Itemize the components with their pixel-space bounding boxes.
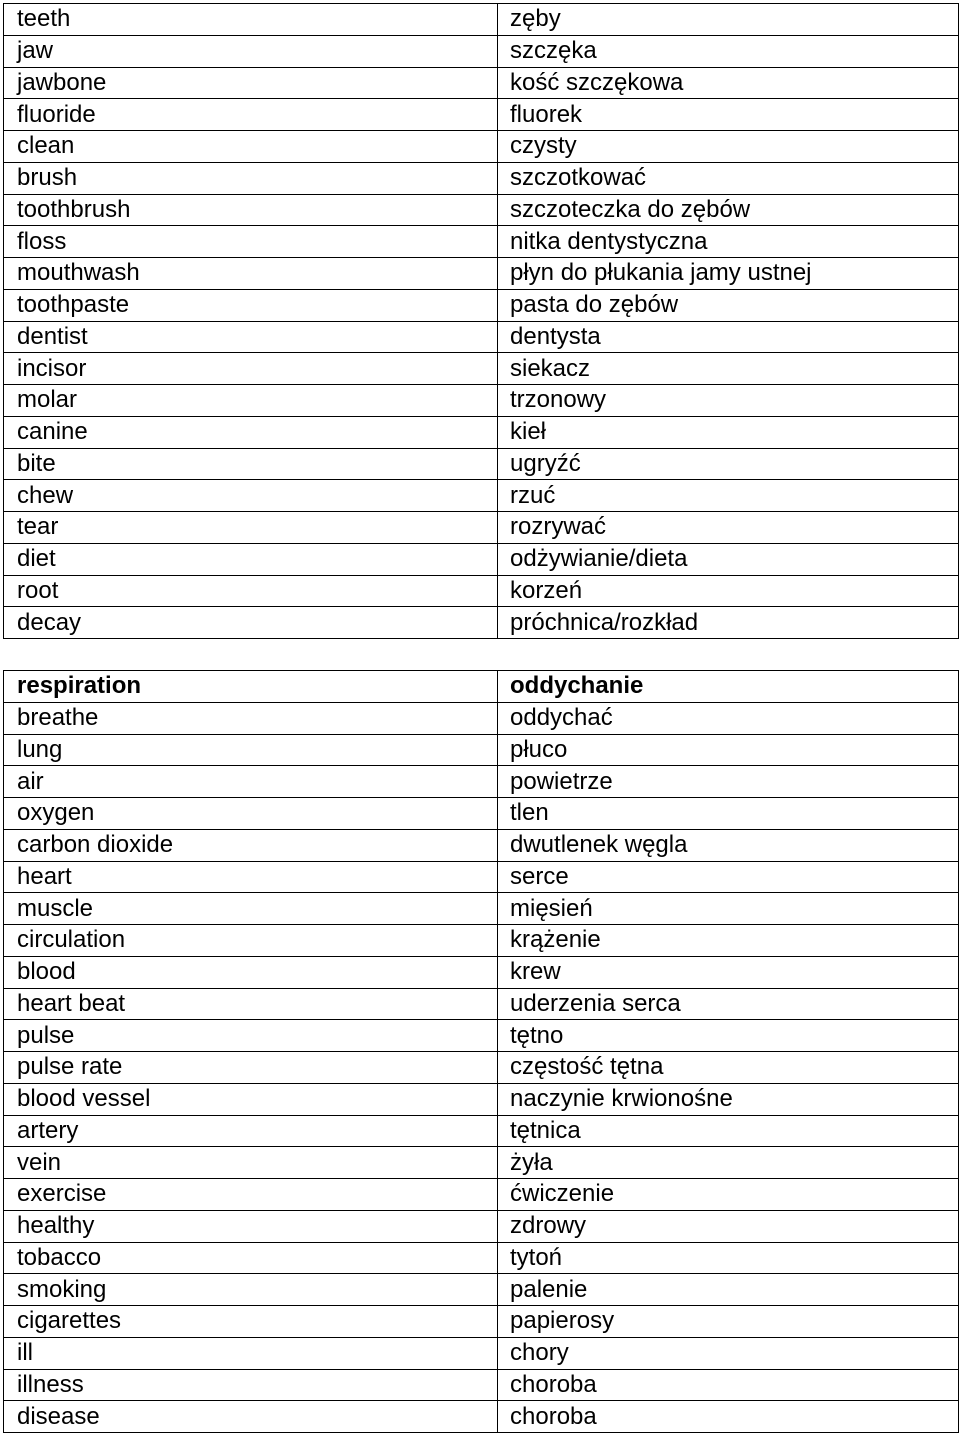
- polish-translation: zęby: [498, 4, 959, 36]
- polish-translation: szczotkować: [498, 162, 959, 194]
- vocabulary-table-teeth: [3, 3, 959, 639]
- vocab-row: [4, 1401, 959, 1433]
- table-body: [4, 671, 959, 1433]
- vocab-row: [4, 798, 959, 830]
- english-term: oxygen: [4, 798, 498, 830]
- polish-translation: mięsień: [498, 893, 959, 925]
- polish-translation: palenie: [498, 1274, 959, 1306]
- english-term: exercise: [4, 1179, 498, 1211]
- vocab-row: [4, 416, 959, 448]
- vocab-row: [4, 1274, 959, 1306]
- english-term: brush: [4, 162, 498, 194]
- english-term: fluoride: [4, 99, 498, 131]
- english-term: heart beat: [4, 988, 498, 1020]
- english-term: breathe: [4, 702, 498, 734]
- english-term: disease: [4, 1401, 498, 1433]
- vocab-row: [4, 829, 959, 861]
- vocab-row: [4, 1052, 959, 1084]
- vocab-row: [4, 353, 959, 385]
- polish-translation: ćwiczenie: [498, 1179, 959, 1211]
- english-term: chew: [4, 480, 498, 512]
- vocab-row: [4, 956, 959, 988]
- polish-translation: uderzenia serca: [498, 988, 959, 1020]
- english-term: carbon dioxide: [4, 829, 498, 861]
- english-term: teeth: [4, 4, 498, 36]
- polish-translation: kieł: [498, 416, 959, 448]
- polish-translation: pasta do zębów: [498, 289, 959, 321]
- polish-translation: choroba: [498, 1369, 959, 1401]
- vocab-row: [4, 861, 959, 893]
- vocab-row: [4, 1242, 959, 1274]
- vocab-row: [4, 1020, 959, 1052]
- polish-translation: dentysta: [498, 321, 959, 353]
- vocab-row: [4, 1337, 959, 1369]
- section-heading-polish: oddychanie: [498, 671, 959, 703]
- english-term: pulse rate: [4, 1052, 498, 1084]
- vocab-row: [4, 258, 959, 290]
- english-term: decay: [4, 607, 498, 639]
- polish-translation: rzuć: [498, 480, 959, 512]
- polish-translation: nitka dentystyczna: [498, 226, 959, 258]
- vocab-row: [4, 385, 959, 417]
- polish-translation: próchnica/rozkład: [498, 607, 959, 639]
- polish-translation: częstość tętna: [498, 1052, 959, 1084]
- vocab-row: [4, 925, 959, 957]
- polish-translation: krążenie: [498, 925, 959, 957]
- english-term: circulation: [4, 925, 498, 957]
- vocab-row: [4, 766, 959, 798]
- english-term: canine: [4, 416, 498, 448]
- polish-translation: zdrowy: [498, 1210, 959, 1242]
- polish-translation: korzeń: [498, 575, 959, 607]
- english-term: root: [4, 575, 498, 607]
- polish-translation: płuco: [498, 734, 959, 766]
- english-term: jaw: [4, 35, 498, 67]
- vocab-row: [4, 543, 959, 575]
- vocab-row: [4, 321, 959, 353]
- english-term: ill: [4, 1337, 498, 1369]
- vocab-row: [4, 1369, 959, 1401]
- english-term: vein: [4, 1147, 498, 1179]
- english-term: healthy: [4, 1210, 498, 1242]
- english-term: blood vessel: [4, 1083, 498, 1115]
- english-term: diet: [4, 543, 498, 575]
- english-term: mouthwash: [4, 258, 498, 290]
- vocab-row: [4, 1179, 959, 1211]
- vocab-row: [4, 162, 959, 194]
- polish-translation: płyn do płukania jamy ustnej: [498, 258, 959, 290]
- polish-translation: szczęka: [498, 35, 959, 67]
- vocab-row: [4, 99, 959, 131]
- english-term: toothbrush: [4, 194, 498, 226]
- polish-translation: trzonowy: [498, 385, 959, 417]
- english-term: jawbone: [4, 67, 498, 99]
- vocab-row: [4, 512, 959, 544]
- english-term: smoking: [4, 1274, 498, 1306]
- polish-translation: czysty: [498, 131, 959, 163]
- vocab-row: [4, 1147, 959, 1179]
- vocab-row: [4, 575, 959, 607]
- polish-translation: odżywianie/dieta: [498, 543, 959, 575]
- vocab-row: [4, 289, 959, 321]
- vocab-row: [4, 702, 959, 734]
- vocab-row: [4, 1210, 959, 1242]
- english-term: bite: [4, 448, 498, 480]
- polish-translation: dwutlenek węgla: [498, 829, 959, 861]
- polish-translation: ugryźć: [498, 448, 959, 480]
- polish-translation: tytoń: [498, 1242, 959, 1274]
- vocab-row: [4, 226, 959, 258]
- vocab-row: [4, 1306, 959, 1338]
- english-term: heart: [4, 861, 498, 893]
- vocab-row: [4, 4, 959, 36]
- vocab-row: [4, 893, 959, 925]
- polish-translation: fluorek: [498, 99, 959, 131]
- polish-translation: chory: [498, 1337, 959, 1369]
- vocab-row: [4, 734, 959, 766]
- vocab-row: [4, 1115, 959, 1147]
- english-term: tear: [4, 512, 498, 544]
- vocab-row: [4, 607, 959, 639]
- polish-translation: papierosy: [498, 1306, 959, 1338]
- vocabulary-table-respiration: [3, 670, 959, 1433]
- english-term: muscle: [4, 893, 498, 925]
- polish-translation: powietrze: [498, 766, 959, 798]
- polish-translation: szczoteczka do zębów: [498, 194, 959, 226]
- polish-translation: tętno: [498, 1020, 959, 1052]
- english-term: incisor: [4, 353, 498, 385]
- table-body: [4, 4, 959, 639]
- vocab-row: [4, 480, 959, 512]
- polish-translation: tlen: [498, 798, 959, 830]
- polish-translation: kość szczękowa: [498, 67, 959, 99]
- english-term: cigarettes: [4, 1306, 498, 1338]
- english-term: pulse: [4, 1020, 498, 1052]
- polish-translation: rozrywać: [498, 512, 959, 544]
- english-term: air: [4, 766, 498, 798]
- polish-translation: serce: [498, 861, 959, 893]
- polish-translation: choroba: [498, 1401, 959, 1433]
- section-heading-english: respiration: [4, 671, 498, 703]
- polish-translation: krew: [498, 956, 959, 988]
- polish-translation: siekacz: [498, 353, 959, 385]
- english-term: tobacco: [4, 1242, 498, 1274]
- vocab-row: [4, 988, 959, 1020]
- english-term: illness: [4, 1369, 498, 1401]
- polish-translation: żyła: [498, 1147, 959, 1179]
- vocab-row: [4, 131, 959, 163]
- english-term: floss: [4, 226, 498, 258]
- vocab-row: [4, 1083, 959, 1115]
- english-term: artery: [4, 1115, 498, 1147]
- english-term: clean: [4, 131, 498, 163]
- vocab-row: [4, 67, 959, 99]
- english-term: dentist: [4, 321, 498, 353]
- english-term: molar: [4, 385, 498, 417]
- polish-translation: tętnica: [498, 1115, 959, 1147]
- polish-translation: oddychać: [498, 702, 959, 734]
- english-term: toothpaste: [4, 289, 498, 321]
- vocab-row: [4, 194, 959, 226]
- section-heading-row: [4, 671, 959, 703]
- english-term: blood: [4, 956, 498, 988]
- english-term: lung: [4, 734, 498, 766]
- polish-translation: naczynie krwionośne: [498, 1083, 959, 1115]
- vocab-row: [4, 35, 959, 67]
- vocab-row: [4, 448, 959, 480]
